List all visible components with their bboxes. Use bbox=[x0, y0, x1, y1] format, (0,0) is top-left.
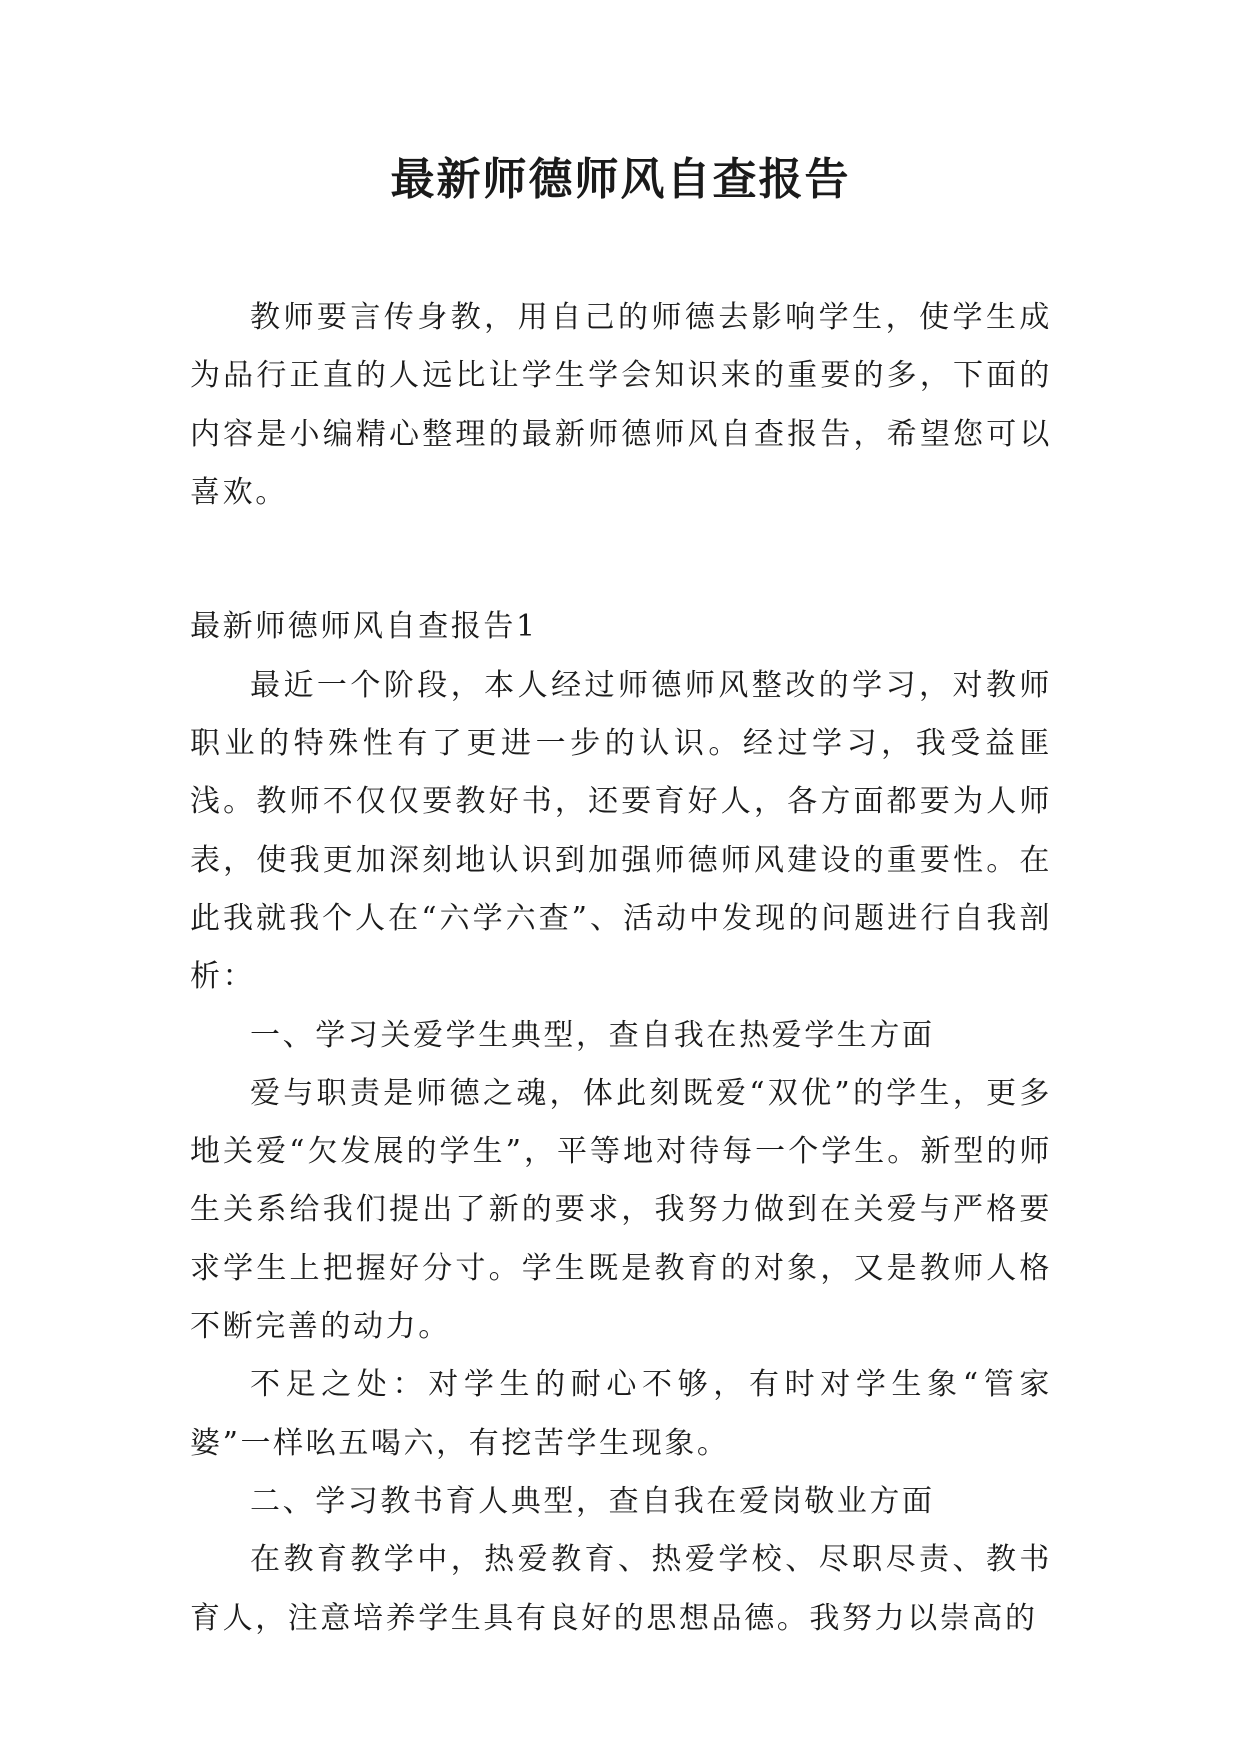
section-heading: 最新师德师风自查报告1 bbox=[190, 609, 538, 645]
document-title: 最新师德师风自查报告 bbox=[390, 154, 851, 205]
intro-paragraph: 教师要言传身教，用自己的师德去影响学生，使学生成为品行正直的人远比让学生学会知识来的重要的多，下面的内容是小编精心整理的最新师德师风自查报告，希望您可以喜欢。 bbox=[190, 300, 1052, 510]
document-body bbox=[190, 289, 1052, 1648]
body-paragraph: 最近一个阶段，本人经过师德师风整改的学习，对教师职业的特殊性有了更进一步的认识。经过学习，我受益匪浅。教师不仅仅要教好书，还要育好人，各方面都要为人师表，使我更加深刻地认识到加强师德师风建设的重要性。在此我就我个人在“六学六查”、活动中发现的问题进行自我剖析： bbox=[190, 667, 1052, 995]
subsection-heading: 二、学习教书育人典型，查自我在爱岗敬业方面 bbox=[250, 1483, 935, 1519]
body-paragraph: 爱与职责是师德之魂，体此刻既爱“双优”的学生，更多地关爱“欠发展的学生”，平等地对待每一个学生。新型的师生关系给我们提出了新的要求，我努力做到在关爱与严格要求学生上把握好分寸。学生既是教育的对象，又是教师人格不断完善的动力。 bbox=[190, 1075, 1052, 1345]
subsection-heading: 一、学习关爱学生典型，查自我在热爱学生方面 bbox=[250, 1017, 935, 1053]
body-paragraph: 不足之处：对学生的耐心不够，有时对学生象“管家婆”一样吆五喝六，有挖苦学生现象。 bbox=[190, 1367, 1052, 1461]
body-paragraph: 在教育教学中，热爱教育、热爱学校、尽职尽责、教书育人，注意培养学生具有良好的思想品德。我努力以崇高的 bbox=[190, 1542, 1052, 1636]
paragraph-gap bbox=[190, 580, 1052, 598]
paragraph-gap bbox=[190, 522, 1052, 580]
